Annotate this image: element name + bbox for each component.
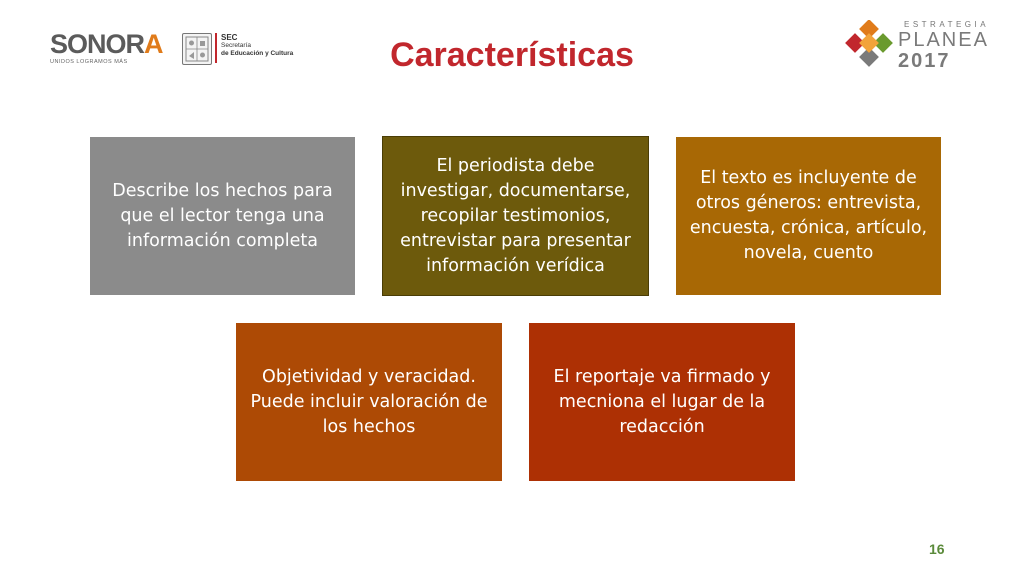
planea-logo-icon <box>845 20 899 76</box>
sec-logo-acronym: SEC <box>221 33 238 42</box>
planea-logo-year: 2017 <box>898 50 951 72</box>
planea-logo-line1: ESTRATEGIA <box>904 20 990 29</box>
page-number: 16 <box>929 541 945 557</box>
sonora-logo-word: SONOR <box>50 29 145 59</box>
feature-box-5: El reportaje va firmado y mecniona el lugar de la redacción <box>529 323 795 481</box>
planea-logo <box>898 20 989 71</box>
feature-box-3: El texto es incluyente de otros géneros: entrevista, encuesta, crónica, artículo, novela, cuento <box>676 137 941 295</box>
sonora-logo-tagline: UNIDOS LOGRAMOS MÁS <box>50 59 128 65</box>
sec-logo-line2: Secretaría <box>221 42 251 49</box>
feature-box-4: Objetividad y veracidad. Puede incluir valoración de los hechos <box>236 323 502 481</box>
feature-box-2: El periodista debe investigar, documentarse, recopilar testimonios, entrevistar para presentar información verídica <box>382 136 649 296</box>
planea-logo-line2: PLANEA <box>898 29 989 51</box>
slide-title: Características <box>390 36 634 74</box>
sonora-logo-accent-letter: A <box>144 29 163 59</box>
sec-logo-line3: de Educación y Cultura <box>221 50 294 57</box>
feature-box-1: Describe los hechos para que el lector tenga una información completa <box>90 137 355 295</box>
